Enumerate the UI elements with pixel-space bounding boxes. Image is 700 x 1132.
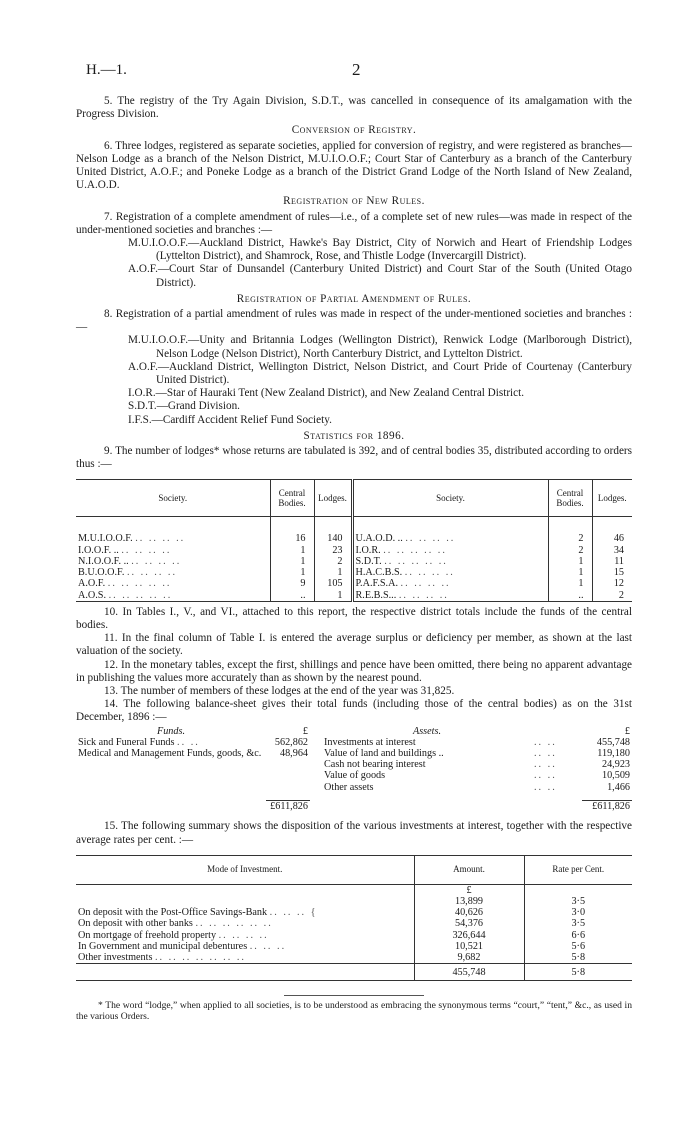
investment-rate: 3·0	[571, 907, 586, 919]
total-rate: 5·8	[524, 964, 632, 981]
heading-new-rules: Registration of New Rules.	[283, 195, 425, 208]
asset-label: Value of goods	[324, 770, 386, 782]
column-header: Central Bodies.	[548, 480, 592, 517]
currency-symbol: £	[414, 884, 524, 896]
funds-total: £611,826	[266, 801, 310, 813]
table-row: Value of goods .. .. 10,509	[324, 770, 630, 782]
page-number: 2	[352, 60, 361, 79]
investment-rate: 5·8	[571, 952, 586, 964]
heading-partial-amendment: Registration of Partial Amendment of Rules.	[236, 292, 472, 305]
paragraph-5: 5. The registry of the Try Again Division, S.D.T., was cancelled in consequence of its amalgamation with the Progress Division.	[76, 95, 632, 121]
asset-amount: 1,466	[607, 781, 630, 793]
investment-amount: 10,521	[414, 941, 524, 952]
list-item: I.F.S.—Cardiff Accident Relief Fund Society.	[128, 413, 332, 426]
investment-rate: 6·6	[571, 929, 586, 941]
investment-amount: 13,899	[414, 896, 524, 907]
lodges-count: 2	[314, 556, 352, 567]
assets-heading: Assets.	[412, 725, 441, 737]
table-row: Cash not bearing interest .. .. 24,923	[324, 759, 630, 771]
heading-conversion-of-registry: Conversion of Registry.	[291, 124, 417, 137]
society-name: A.O.F.	[78, 578, 106, 590]
paragraph-15: 15. The following summary shows the disposition of the various investments at interest, together with the respective average rates per cent. :—	[76, 820, 632, 846]
asset-amount: 119,180	[597, 747, 630, 759]
footnote: * The word “lodge,” when applied to all societies, is to be understood as embracing the synonymous terms “court,” “tent,” &c., as used in the various Orders.	[76, 1000, 632, 1023]
society-name: N.I.O.O.F. ..	[78, 555, 129, 567]
investments-table	[76, 855, 632, 981]
total-amount: 455,748	[414, 964, 524, 981]
paragraph-9: 9. The number of lodges* whose returns are tabulated is 392, and of central bodies 35, distributed according to orders thus :—	[76, 445, 632, 471]
table-row: Sick and Funeral Funds .. .. 562,862 Investments at interest .. .. 455,748	[78, 736, 630, 748]
asset-label: Value of land and buildings ..	[324, 747, 444, 759]
lodges-count: 46	[613, 533, 624, 545]
asset-amount: 24,923	[601, 759, 630, 771]
lodges-count: 105	[314, 578, 352, 589]
society-name: B.U.O.O.F.	[78, 567, 125, 579]
society-name: S.D.T.	[355, 555, 382, 567]
currency-symbol: £	[302, 725, 308, 737]
footnote-divider	[284, 995, 424, 996]
page-header	[86, 62, 640, 82]
lodges-count: 12	[613, 578, 624, 590]
society-name: U.A.O.D. ..	[355, 533, 403, 545]
investment-amount: 40,626	[414, 907, 524, 918]
central-bodies-count: 1	[270, 567, 314, 578]
column-header: Society.	[352, 480, 548, 517]
column-header: Lodges.	[592, 480, 632, 517]
society-name: I.O.O.F. ..	[78, 544, 119, 556]
fund-label: Sick and Funeral Funds	[78, 736, 175, 748]
list-item: S.D.T.—Grand Division.	[128, 400, 240, 413]
table-row: On mortgage of freehold property .. .. .. .. 326,644 6·6	[76, 930, 632, 941]
currency-symbol: £	[624, 725, 630, 737]
investment-mode: On deposit with other banks	[78, 918, 193, 930]
society-name: H.A.C.B.S.	[355, 567, 403, 579]
lodges-by-order-table	[76, 479, 632, 601]
balance-total-row	[76, 801, 632, 813]
funds-heading: Funds.	[156, 725, 185, 737]
society-name: P.A.F.S.A.	[355, 578, 398, 590]
table-row: Other assets .. .. 1,466	[324, 781, 630, 793]
investments-total-row	[76, 964, 632, 981]
document-body	[76, 95, 632, 1022]
table-header-row	[76, 855, 632, 884]
column-header: Rate per Cent.	[524, 855, 632, 884]
investment-mode: Other investments	[78, 952, 153, 964]
asset-label: Investments at interest	[324, 736, 416, 748]
lodges-count: 15	[613, 567, 624, 579]
column-header: Lodges.	[314, 480, 352, 517]
table-row: In Government and municipal debentures .. .. .. 10,521 5·6	[76, 941, 632, 952]
investment-amount: 9,682	[414, 952, 524, 964]
investment-mode: On deposit with the Post-Office Savings-Bank	[78, 907, 268, 919]
central-bodies-count: 1	[270, 545, 314, 556]
asset-amount: 10,509	[601, 770, 630, 782]
investment-rate: 3·5	[571, 896, 586, 908]
society-name: I.O.R.	[355, 544, 381, 556]
asset-amount: 455,748	[596, 736, 630, 748]
central-bodies-count: ..	[270, 590, 314, 602]
investment-mode: On mortgage of freehold property	[78, 929, 217, 941]
table-row: M.U.I.O.O.F. .. .. .. .. 16 140 U.A.O.D. .. .. .. .. .. 2 46	[76, 533, 632, 544]
central-bodies-count: 1	[548, 567, 592, 578]
asset-label: Cash not bearing interest	[324, 759, 426, 771]
central-bodies-count: ..	[548, 590, 592, 602]
table-row: B.U.O.O.F. .. .. .. .. 1 1 H.A.C.B.S. .. .. .. .. 1 15	[76, 567, 632, 578]
society-name: R.E.B.S...	[355, 589, 397, 601]
column-header: Amount.	[414, 855, 524, 884]
column-header: Society.	[76, 480, 270, 517]
lodges-count: 11	[614, 555, 624, 567]
table-header-row	[76, 480, 632, 517]
fund-amount: 562,862	[274, 736, 308, 748]
balance-sheet	[76, 726, 632, 813]
table-row: On deposit with other banks .. .. .. .. .. .. 54,376 3·5	[76, 918, 632, 929]
investment-rate: 3·5	[571, 918, 586, 930]
investment-rate: 5·6	[571, 940, 586, 952]
lodges-count: 23	[314, 545, 352, 556]
list-item: M.U.I.O.O.F.—Unity and Britannia Lodges (Wellington District), Renwick Lodge (Marlborough District), Nelson Lodge (Nelson District), North Canterbury District, and Lyttelton District.	[128, 334, 632, 360]
central-bodies-count: 16	[270, 533, 314, 544]
paragraph-14: 14. The following balance-sheet gives their total funds (including those of the central bodies) as on the 31st December, 1896 :—	[76, 698, 632, 724]
table-row: Medical and Management Funds, goods, &c. 48,964 Value of land and buildings .. .. .. 119,180	[78, 747, 630, 759]
table-row: I.O.O.F. .. .. .. .. .. 1 23 I.O.R. .. .. .. .. .. 2 34	[76, 545, 632, 556]
list-item: M.U.I.O.O.F.—Auckland District, Hawke's Bay District, City of Norwich and Heart of Friendship Lodges (Lyttelton District), and Shamrock, Rose, and Thistle Lodge (Invercargill District).	[128, 237, 632, 263]
fund-amount: 48,964	[279, 747, 308, 759]
list-item: I.O.R.—Star of Hauraki Tent (New Zealand District), and New Zealand Central District.	[128, 387, 525, 400]
lodges-count: 2	[618, 589, 624, 601]
column-header: Mode of Investment.	[76, 855, 414, 884]
table-row: Other investments .. .. .. .. .. .. .. 9,682 5·8	[76, 952, 632, 964]
heading-statistics: Statistics for 1896.	[303, 429, 405, 442]
central-bodies-count: 2	[548, 545, 592, 556]
column-header: Central Bodies.	[270, 480, 314, 517]
paragraph-8: 8. Registration of a partial amendment of rules was made in respect of the under-mentioned societies and branches :—	[76, 308, 632, 334]
paragraph-7: 7. Registration of a complete amendment of rules—i.e., of a complete set of new rules—was made in respect of the under-mentioned societies and branches :—	[76, 210, 632, 236]
table-row: A.O.S. .. .. .. .. .. .. 1 R.E.B.S... .. .. .. .. .. 2	[76, 590, 632, 602]
investment-amount: 54,376	[414, 918, 524, 929]
paragraph-10: 10. In Tables I., V., and VI., attached to this report, the respective district totals include the funds of the central bodies.	[76, 605, 632, 631]
lodges-count: 34	[613, 544, 624, 556]
central-bodies-count: 1	[548, 578, 592, 589]
assets-total: £611,826	[582, 801, 632, 813]
investment-mode	[76, 896, 414, 907]
central-bodies-count: 1	[548, 556, 592, 567]
table-row: N.I.O.O.F. .. .. .. .. .. 1 2 S.D.T. .. .. .. .. .. 1 11	[76, 556, 632, 567]
list-item: A.O.F.—Court Star of Dunsandel (Canterbury United District) and Court Star of the South (United Otago District).	[128, 263, 632, 289]
central-bodies-count: 9	[270, 578, 314, 589]
table-row: On deposit with the Post-Office Savings-Bank .. .. .. { 40,626 3·0	[76, 907, 632, 918]
page-reference: H.—1.	[86, 62, 127, 78]
table-row: A.O.F. .. .. .. .. .. 9 105 P.A.F.S.A. .. .. .. .. 1 12	[76, 578, 632, 589]
list-item: A.O.F.—Auckland District, Wellington District, Nelson District, and Court Pride of Courtenay (Canterbury United District).	[128, 360, 632, 387]
society-name: A.O.S.	[78, 589, 107, 601]
lodges-count: 1	[314, 567, 352, 578]
paragraph-6: 6. Three lodges, registered as separate societies, applied for conversion of registry, and were registered as branches—Nelson Lodge as a branch of the Nelson District, M.U.I.O.O.F.; Court Star of Canterbury as a branch of the Canterbury United District, A.O.F.; and Poneke Lodge as a branch of the District Grand Lodge of the North Island of New Zealand, U.A.O.D.	[76, 139, 632, 192]
central-bodies-count: 2	[548, 533, 592, 544]
asset-label: Other assets	[324, 781, 374, 793]
fund-label: Medical and Management Funds, goods, &c.	[78, 747, 262, 759]
society-name: M.U.I.O.O.F.	[78, 533, 133, 545]
paragraph-11: 11. In the final column of Table I. is entered the average surplus or deficiency per member, as shown at the last valuation of the society.	[76, 632, 632, 658]
lodges-count: 140	[314, 533, 352, 544]
investment-amount: 326,644	[414, 930, 524, 941]
investment-mode: In Government and municipal debentures	[78, 940, 248, 952]
lodges-count: 1	[314, 590, 352, 602]
table-row	[76, 896, 632, 907]
central-bodies-count: 1	[270, 556, 314, 567]
paragraph-12: 12. In the monetary tables, except the first, shillings and pence have been omitted, there being no apparent advantage in publishing the values more accurately than as shown by the nearest pound.	[76, 658, 632, 684]
paragraph-13: 13. The number of members of these lodges at the end of the year was 31,825.	[104, 684, 455, 697]
